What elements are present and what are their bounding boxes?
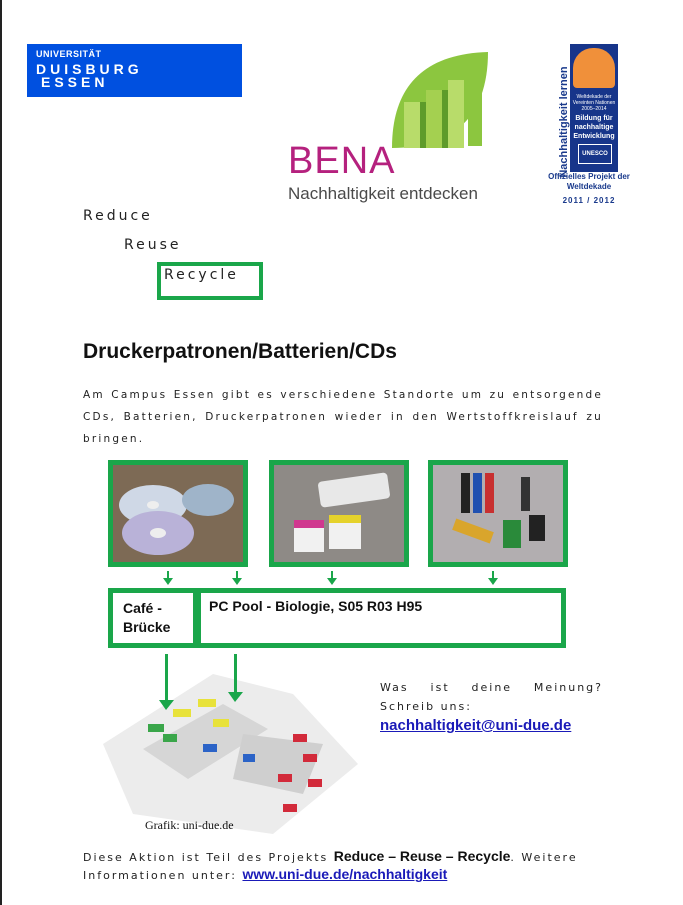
bena-subtitle: Nachhaltigkeit entdecken [288, 184, 478, 203]
badge-side-label: Nachhaltigkeit lernen [558, 66, 570, 178]
unesco-label: UNESCO [578, 144, 612, 164]
face-icon [573, 48, 615, 88]
ude-logo-line3: ESSEN [41, 74, 109, 90]
badge-main-text: Bildung für nachhaltige Entwicklung [573, 115, 615, 140]
intro-text: Am Campus Essen gibt es verschiedene Standorte um zu entsorgende CDs, Batterien, Druckerpatronen wieder in den Wertstoffkreislauf zu bringen. [83, 389, 603, 445]
location-cafe [113, 593, 193, 643]
badge-caption: Offizielles Projekt der Weltdekade [548, 172, 630, 191]
footer-text [83, 848, 603, 884]
bena-leaf-icon [390, 50, 490, 150]
badge-years: 2011 / 2012 [562, 196, 616, 205]
campus-map [93, 654, 365, 840]
cartridge-icon [274, 465, 404, 562]
contact-email-link[interactable]: nachhaltigkeit@uni-due.de [380, 717, 572, 734]
weltdekade-badge [570, 44, 618, 172]
arrow-down-icon [167, 571, 169, 579]
arrow-down-icon [236, 571, 238, 579]
badge-small-text: Weltdekade der Vereinten Nationen 2005–2014 [572, 94, 616, 112]
map-caption: Grafik: uni-due.de [145, 818, 234, 832]
location-cafe-line2: Brücke [123, 619, 171, 635]
page-title: Druckerpatronen/Batterien/CDs [83, 340, 397, 363]
battery-icon [433, 465, 563, 562]
cd-stack-icon [113, 465, 243, 562]
slogan-reduce: Reduce [83, 208, 153, 224]
footer-text-after: . Weitere Informationen unter: [83, 851, 578, 882]
slogan-recycle: Recycle [164, 267, 239, 283]
page-edge [0, 0, 2, 905]
footer-project: Reduce – Reuse – Recycle [333, 848, 511, 864]
ude-logo-line1: UNIVERSITÄT [36, 49, 102, 59]
contact-write: Schreib uns: [380, 700, 472, 713]
footer-url-link[interactable]: www.uni-due.de/nachhaltigkeit [242, 866, 448, 882]
slogan-reuse: Reuse [124, 237, 182, 253]
batteries-photo [428, 460, 568, 567]
cds-photo [108, 460, 248, 567]
contact-question: Was ist deine Meinung? [380, 681, 603, 694]
location-pc-pool [201, 593, 561, 643]
location-cafe-line1: Café - [123, 600, 162, 616]
arrow-down-icon [331, 571, 333, 579]
cartridges-photo [269, 460, 409, 567]
footer-text-before: Diese Aktion ist Teil des Projekts [83, 851, 334, 864]
ude-logo [27, 44, 242, 97]
location-pc-pool-label: PC Pool - Biologie, S05 R03 H95 [209, 598, 423, 614]
ude-logo-line2: DUISBURG [36, 61, 143, 77]
bena-title: BENA [288, 140, 396, 182]
arrow-down-icon [492, 571, 494, 579]
